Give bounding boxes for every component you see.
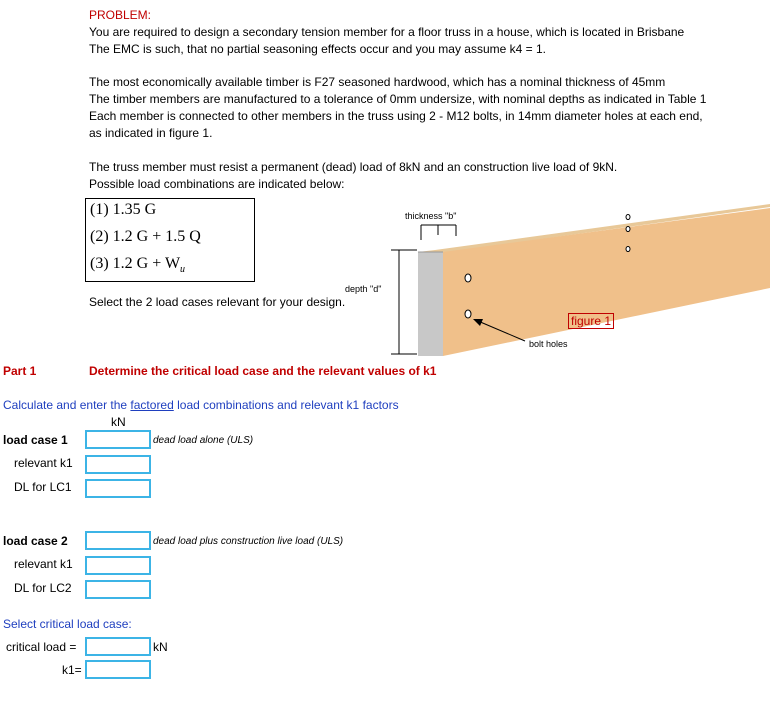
load-case-1-input[interactable] — [85, 430, 151, 449]
load-case-2-label: load case 2 — [3, 534, 68, 548]
bolt-hole — [626, 247, 630, 252]
figure-caption: figure 1 — [568, 313, 614, 329]
load-case-1-k1-input[interactable] — [85, 455, 151, 474]
select-instruction: Select the 2 load cases relevant for your design. — [89, 295, 346, 309]
part-instruction: Calculate and enter the factored load combinations and relevant k1 factors — [3, 398, 399, 412]
problem-text-line: The most economically available timber is F27 seasoned hardwood, which has a nominal thickness of 45mm — [89, 75, 666, 89]
part-title: Determine the critical load case and the relevant values of k1 — [89, 364, 437, 378]
problem-text-line: The EMC is such, that no partial seasoning effects occur and you may assume k4 = 1. — [89, 42, 547, 56]
bolt-holes-label: bolt holes — [529, 339, 568, 349]
combination-2: (2) 1.2 G + 1.5 Q — [90, 228, 201, 245]
critical-k1-label: k1= — [62, 663, 82, 677]
kn-column-header: kN — [111, 415, 126, 429]
combination-3: (3) 1.2 $G + W_u$ — [90, 255, 186, 276]
factored-link[interactable]: factored — [130, 398, 174, 412]
load-case-1-dl-label: DL for LC1 — [14, 480, 72, 494]
problem-heading: PROBLEM: — [89, 8, 152, 22]
problem-text-line: The truss member must resist a permanent (dead) load of 8kN and an construction live load of 9kN. — [89, 160, 618, 174]
load-case-2-note: dead load plus construction live load (ULS) — [153, 536, 344, 547]
critical-load-label: critical load = — [6, 640, 77, 654]
combination-3-subscript: u — [180, 264, 186, 276]
problem-text-line: You are required to design a secondary tension member for a floor truss in a house, which is located in Brisbane — [89, 25, 685, 39]
timber-side-face — [443, 208, 770, 356]
critical-heading: Select critical load case: — [3, 617, 132, 631]
critical-k1-input[interactable] — [85, 660, 151, 679]
timber-end-face — [418, 252, 443, 356]
load-case-2-input[interactable] — [85, 531, 151, 550]
problem-text-line: Possible load combinations are indicated below: — [89, 177, 345, 191]
depth-label: depth "d" — [345, 284, 382, 294]
load-case-2-dl-input[interactable] — [85, 580, 151, 599]
critical-load-input[interactable] — [85, 637, 151, 656]
problem-text-line: as indicated in figure 1. — [89, 126, 213, 140]
load-case-1-note: dead load alone (ULS) — [153, 435, 254, 446]
load-case-2-k1-label: relevant k1 — [14, 557, 73, 571]
load-case-1-dl-input[interactable] — [85, 479, 151, 498]
timber-member-figure — [385, 200, 770, 365]
load-combinations-box — [85, 198, 255, 282]
load-case-2-dl-label: DL for LC2 — [14, 581, 72, 595]
bolt-hole — [465, 310, 471, 318]
thickness-label: thickness "b" — [405, 211, 457, 221]
combination-1: (1) 1.35 G — [90, 201, 157, 218]
part-label: Part 1 — [3, 364, 37, 378]
critical-load-unit: kN — [153, 640, 168, 654]
load-case-1-k1-label: relevant k1 — [14, 456, 73, 470]
bolt-hole — [465, 274, 471, 282]
bolt-hole — [626, 227, 630, 232]
problem-text-line: The timber members are manufactured to a tolerance of 0mm undersize, with nominal depths as indicated in Table 1 — [89, 92, 707, 106]
bolt-hole — [626, 215, 630, 220]
load-case-1-label: load case 1 — [3, 433, 68, 447]
problem-text-line: Each member is connected to other members in the truss using 2 - M12 bolts, in 14mm diameter holes at each end, — [89, 109, 703, 123]
load-case-2-k1-input[interactable] — [85, 556, 151, 575]
